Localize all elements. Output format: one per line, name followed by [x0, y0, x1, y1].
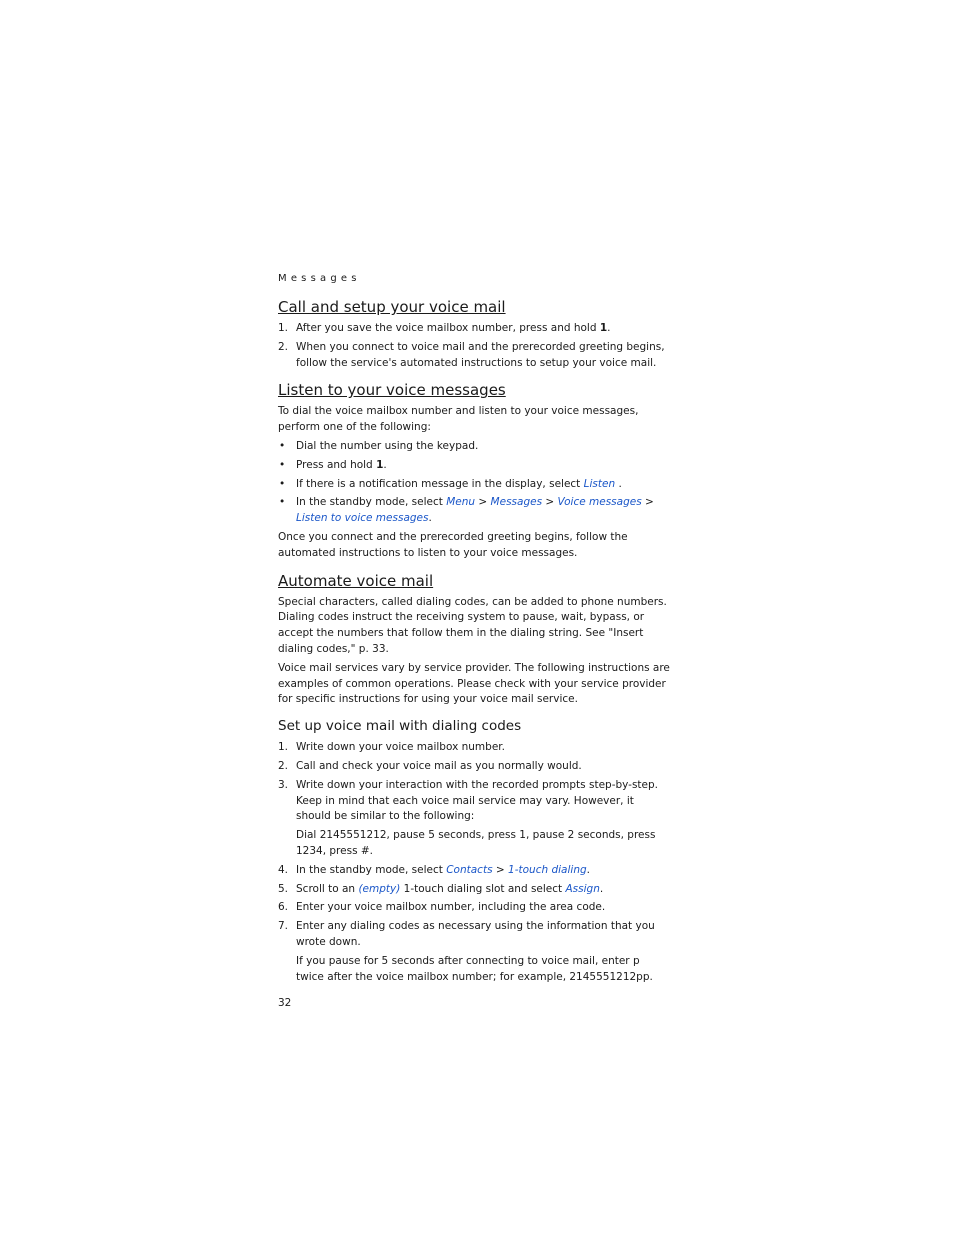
- call-setup-steps: [278, 321, 670, 371]
- step-number: 6.: [278, 901, 289, 914]
- key-1: 1: [376, 458, 384, 471]
- option-text: Dial the number using the keypad.: [296, 439, 479, 452]
- list-item: [278, 863, 670, 879]
- list-item: [278, 759, 670, 775]
- list-item: [278, 477, 670, 493]
- listen-intro: To dial the voice mailbox number and listen to your voice messages, perform one of the following:: [278, 405, 639, 434]
- step-text: Call and check your voice mail as you normally would.: [296, 759, 582, 772]
- listen-link[interactable]: Listen: [583, 477, 616, 490]
- punct: .: [383, 458, 387, 471]
- step-number: 2.: [278, 759, 289, 772]
- punct: .: [586, 863, 590, 876]
- step-number: 1.: [278, 322, 289, 334]
- automate-paragraph-1: Special characters, called dialing codes, can be added to phone numbers. Dialing codes instruct the receiving system to pause, wait, bypass, or accept the numbers that follow them in the dialing string. See "Insert dialing codes," p. 33.: [278, 595, 667, 655]
- list-item: [278, 882, 670, 898]
- heading-automate: Automate voice mail: [278, 571, 434, 590]
- pause-example: If you pause for 5 seconds after connecting to voice mail, enter p twice after the voice mailbox number; for example, 2145551212pp.: [296, 954, 653, 983]
- step-text: In the standby mode, select: [296, 863, 447, 876]
- list-item: [278, 495, 670, 527]
- punct: .: [599, 882, 604, 895]
- step-text: After you save the voice mailbox number, press and hold: [296, 322, 600, 334]
- bullet-icon: •: [279, 496, 286, 509]
- step-number: 1.: [278, 741, 289, 754]
- automate-paragraph-2: Voice mail services vary by service provider. The following instructions are examples of common operations. Please check with your service provider for specific instructions for using your voice mail service.: [278, 661, 670, 706]
- contacts-link[interactable]: Contacts: [446, 863, 493, 876]
- option-text: If there is a notification message in the display, select: [296, 477, 584, 490]
- step-text: Scroll to an: [296, 882, 359, 895]
- listen-outro: Once you connect and the prerecorded greeting begins, follow the automated instructions to listen to your voice messages.: [278, 530, 628, 559]
- separator: >: [542, 496, 558, 509]
- separator: >: [641, 496, 654, 509]
- list-item: [278, 740, 670, 756]
- list-item: [278, 321, 670, 337]
- page-number: 32: [278, 997, 292, 1010]
- bullet-icon: •: [279, 439, 286, 452]
- step-text: Write down your interaction with the recorded prompts step-by-step. Keep in mind that each voice mail service may vary. However, it should be similar to the following:: [296, 778, 659, 823]
- heading-dialing-codes: Set up voice mail with dialing codes: [278, 718, 522, 735]
- step-number: 4.: [278, 863, 289, 876]
- page-content: [278, 273, 670, 1009]
- step-text: Enter your voice mailbox number, including the area code.: [296, 901, 606, 914]
- step-number: 7.: [278, 920, 289, 933]
- step-text: When you connect to voice mail and the prerecorded greeting begins, follow the service's automated instructions to setup your voice mail.: [296, 340, 665, 369]
- list-item: [278, 919, 670, 951]
- step-text: Write down your voice mailbox number.: [296, 741, 505, 754]
- punct: .: [428, 512, 432, 525]
- running-head: Messages: [278, 273, 361, 284]
- step-number: 3.: [278, 778, 289, 791]
- separator: >: [475, 496, 491, 509]
- list-item: [278, 340, 670, 372]
- voice-messages-link[interactable]: Voice messages: [557, 496, 642, 509]
- key-1: 1: [599, 322, 608, 334]
- 1-touch-dialing-link[interactable]: 1-touch dialing: [508, 863, 587, 876]
- step-number: 2.: [278, 340, 289, 353]
- list-item: [278, 439, 670, 455]
- menu-link[interactable]: Menu: [446, 496, 476, 509]
- list-item: [278, 900, 670, 916]
- option-text: Press and hold: [296, 458, 377, 471]
- punct: .: [607, 322, 611, 334]
- list-item: [278, 778, 670, 825]
- messages-link[interactable]: Messages: [490, 496, 543, 509]
- option-text: In the standby mode, select: [296, 496, 447, 509]
- separator: >: [492, 863, 509, 876]
- heading-call-setup: Call and setup your voice mail: [278, 298, 506, 316]
- assign-link[interactable]: Assign: [565, 882, 600, 895]
- list-item: [278, 458, 670, 474]
- listen-options: [278, 439, 670, 527]
- step-text: 1-touch dialing slot and select: [400, 882, 566, 895]
- dialing-code-steps-cont: [278, 863, 670, 951]
- step-text: Enter any dialing codes as necessary using the information that you wrote down.: [296, 920, 655, 948]
- empty-slot-link[interactable]: (empty): [358, 882, 401, 895]
- example-dial-sequence: Dial 2145551212, pause 5 seconds, press 1, pause 2 seconds, press 1234, press #.: [296, 829, 656, 857]
- step-number: 5.: [278, 882, 289, 895]
- bullet-icon: •: [279, 477, 286, 490]
- listen-to-voice-messages-link[interactable]: Listen to voice messages: [296, 512, 429, 525]
- punct: .: [615, 477, 622, 490]
- dialing-code-steps: [278, 740, 670, 825]
- bullet-icon: •: [279, 458, 286, 471]
- heading-listen: Listen to your voice messages: [278, 381, 506, 400]
